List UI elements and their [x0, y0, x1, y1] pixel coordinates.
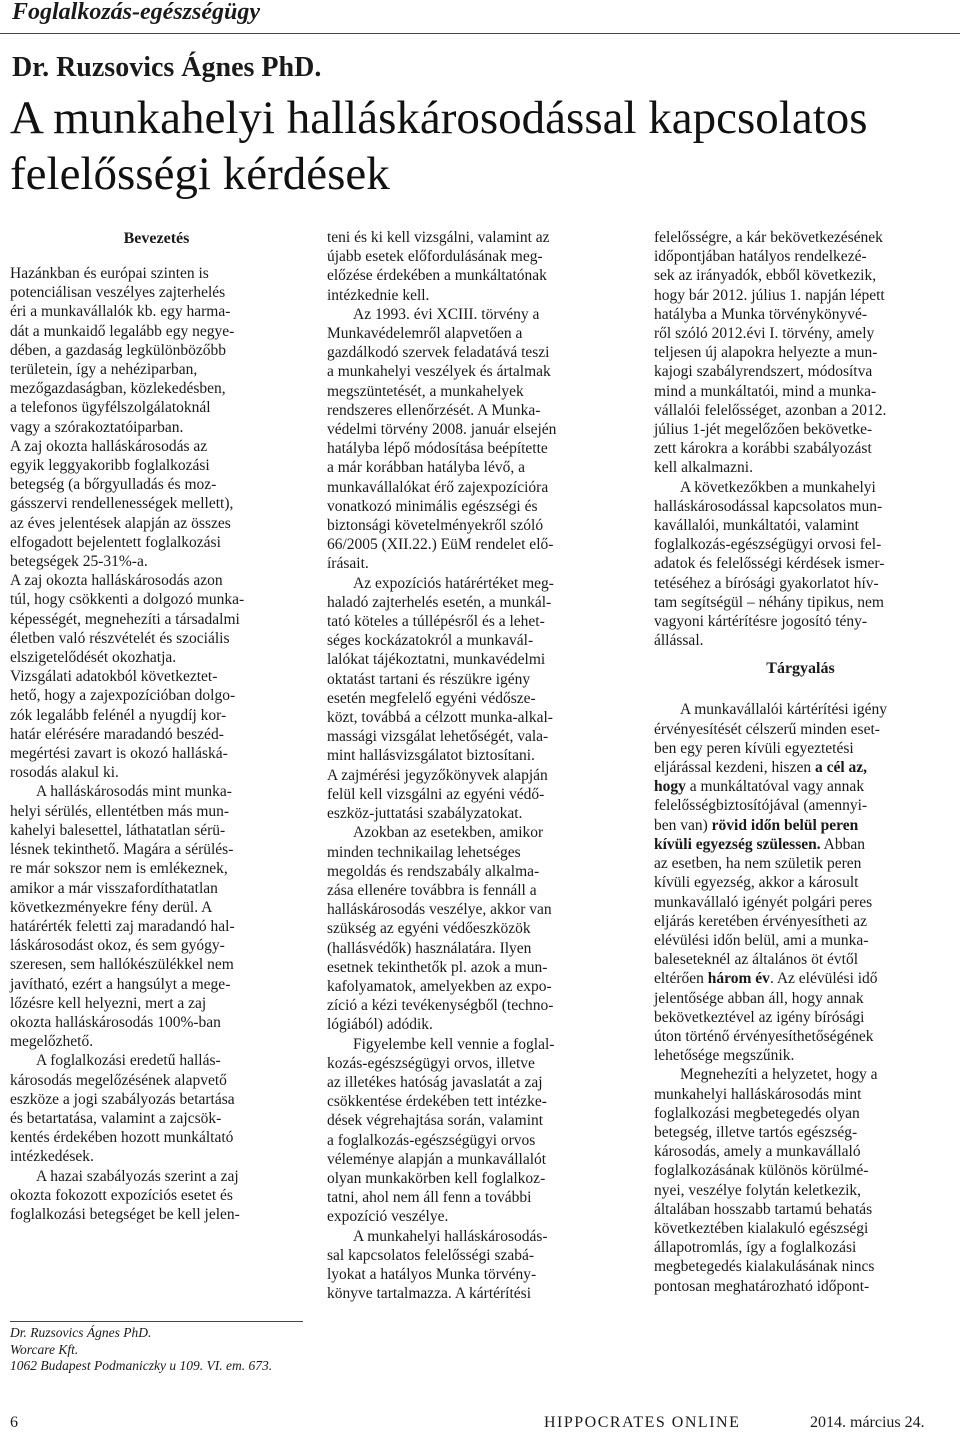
paragraph: A munkahelyi halláskárosodás- sal kapcsolatos felelősségi szabá- lyokat a hatályos Munka törvény- könyve tartalmazza. A kártérítési: [327, 1227, 548, 1303]
emphasis: a cél az, hogy: [654, 759, 868, 796]
page-number: 6: [10, 1414, 18, 1431]
paragraph: felelősségre, a kár bekövetkezésének időpontjában hatályos rendelkezé- sek az irányadók, ebből következik, hogy bár 2012. július 1. napján lépett hatályba a Munka törvénykönyvé- ről szóló 2012.évi I. törvény, amely teljesen új alapokra helyezte a mun- kajogi szabályrendszert, módosítva mind a munkáltatói, mind a munka- vállalói felelősséget, azonban a 2012. július 1-jét megelőzően bekövetke- zett károkra a korábbi szabályozást kell alkalmazni.: [654, 229, 887, 477]
section-header: Foglalkozás-egészségügy: [12, 0, 260, 25]
article-title: A munkahelyi halláskárosodással kapcsolatos felelősségi kérdések: [10, 92, 868, 200]
paragraph: Hazánkban és európai szinten is potenciálisan veszélyes zajterhelés éri a munkavállalók kb. egy harma- dát a munkaidő legalább egy negye- dében, a gazdaság legkülönbözőbb területein, így a nehéziparban, mezőgazdaságban, közlekedésben, a telefonos ügyfélszolgálatoknál vagy a szórakoztatóiparban.: [10, 265, 235, 436]
column-2: [327, 228, 620, 1303]
text-run: a munkáltatóval vagy annak felelősségbiztosítójával (amennyi- ben van): [654, 778, 868, 834]
paragraph: A zaj okozta halláskárosodás az egyik leggyakoribb foglalkozási betegség (a bőrgyulladás és moz- gásszervi rendellenességek mellett), az éves jelentések alapján az összes elfogadott bejelentett foglalkozási betegségek 25-31%-a.: [10, 437, 234, 571]
text-run: Abban az esetben, ha nem születik peren kívüli egyezség, akkor a károsult munkavállaló igényét polgári peres eljárás keretében érvényesítheti az elévülési időn belül, ami a munka- baleseteknél az általános öt évtől eltérően: [654, 835, 873, 988]
section-heading-discussion: Tárgyalás: [766, 660, 835, 678]
paragraph: Figyelembe kell vennie a foglal- kozás-egészségügyi orvos, illetve az illetékes hatóság javaslatát a zaj csökkentése érdekében tett intézke- dések végrehajtása során, valamint a foglalkozás-egészségügyi orvos véleménye alapján a munkavállalót olyan munkakörben kell foglalkoz- tatni, ahol nem áll fenn a további expozíció veszélye.: [327, 1035, 555, 1226]
paragraph: A foglalkozási eredetű hallás- károsodás megelőzésének alapvető eszköze a jogi szabályozás betartása és betartatása, valamint a zajcsök- kentés érdekében hozott munkáltató intézkedések.: [10, 1052, 235, 1166]
paragraph: Megnehezíti a helyzetet, hogy a munkahelyi halláskárosodás mint foglalkozási megbetegedés olyan betegség, illetve tartós egészség- károsodás, amely a munkavállaló foglalkozásának különös körülmé- nyei, veszélye folytán keletkezik, általában hosszabb tartamú behatás következtében kialakuló egészségi állapotromlás, így a foglalkozási megbetegedés kialakulásának nincs pontosan meghatározható időpont-: [654, 1066, 878, 1295]
publication-name: HIPPOCRATES ONLINE: [544, 1414, 741, 1431]
footnote-rule: [10, 1321, 303, 1322]
paragraph: A következőkben a munkahelyi halláskárosodással kapcsolatos mun- kavállalói, munkáltatói, valamint foglalkozás-egészségügyi orvosi fel- adatok és felelősségi kérdések ismer- tetéséhez a bírósági gyakorlatot hív- tam segítségül – néhány tipikus, nem vagyoni kártérítésre jogosító tény- állással.: [654, 478, 885, 650]
paragraph: Az 1993. évi XCIII. törvény a Munkavédelemről alapvetően a gazdálkodó szervek feladatává teszi a munkahelyi veszélyek és ártalmak megszüntetését, a munkahelyek rendszeres ellenőrzését. A Munka- védelmi törvény 2008. január elsején hatályba lépő módosítása beépítette a már korábban hatályba lévő, a munkavállalókat érő zajexpozícióra vonatkozó minimális egészségi és biztonsági követelményekről szóló 66/2005 (XII.22.) EüM rendelet elő- írásait.: [327, 305, 557, 573]
paragraph: [654, 700, 947, 1065]
column-1: [10, 228, 303, 1224]
paragraph: A halláskárosodás mint munka- helyi sérülés, ellentétben más mun- kahelyi balesettel, láthatatlan sérü- lésnek tekinthető. Magára a sérülés- re már sokszor nem is emlékeznek, amikor a már visszafordíthatatlan következményekre fény derül. A határérték feletti zaj maradandó hal- láskárosodást okoz, és sem gyógy- szeresen, sem hallókészülékkel nem javítható, ezért a hangsúlyt a mege- lőzésre kell helyezni, mert a zaj okozta halláskárosodás 100%-ban megelőzhető.: [10, 783, 235, 1051]
contact-address: 1062 Budapest Podmaniczky u 109. VI. em. 673.: [10, 1358, 273, 1373]
paragraph: Az expozíciós határértéket meg- haladó zajterhelés esetén, a munkál- tató köteles a túllépésről és a lehet- séges kockázatokról a munkavál- lalókat tájékoztatni, munkavédelmi oktatást tartani és részükre igény esetén megfelelő egyéni védősze- közt, továbbá a célzott munka-alkal- massági vizsgálat lehetőségét, vala- mint hallásvizsgálatot biztosítani. A zajmérési jegyzőkönyvek alapján felül kell vizsgálni az egyéni védő- eszköz-juttatási szabályzatokat.: [327, 574, 554, 823]
paragraph: A zaj okozta halláskárosodás azon túl, hogy csökkenti a dolgozó munka- képességét, megnehezíti a társadalmi életben való részvételét és szociális elszigetelődését okozhatja.: [10, 572, 245, 667]
contact-company: Worcare Kft.: [10, 1341, 79, 1357]
paragraph: Azokban az esetekben, amikor minden technikailag lehetséges megoldás és rendszabály alkalma- zása ellenére továbbra is fennáll a halláskárosodás veszélye, akkor van szükség az egyéni védőeszközök (hallásvédők) használatára. Ilyen esetnek tekinthetők pl. azok a mun- kafolyamatok, amelyekben az expo- zíció a kézi tevékenységből (techno- lógiából) adódik.: [327, 824, 554, 1034]
author-contact: [10, 1325, 303, 1375]
column-3: [654, 228, 947, 1296]
text-run: . Az elévülési idő jelentősége abban áll, hogy annak bekövetkeztével az igény bírósági úton történő érvényesíthetőségének lehetősége megszűnik.: [654, 970, 878, 1065]
publication-date: 2014. március 24.: [810, 1414, 925, 1431]
contact-name: Dr. Ruzsovics Ágnes PhD.: [10, 1325, 152, 1340]
section-heading-introduction: Bevezetés: [123, 230, 190, 247]
text-run: A munkavállalói kártérítési igény érvényesítését célszerű minden eset- ben egy peren kívüli egyeztetési eljárással kezdeni, hiszen: [654, 701, 888, 777]
paragraph: A hazai szabályozás szerint a zaj okozta fokozott expozíciós esetet és foglalkozási betegséget be kell jelen-: [10, 1167, 240, 1223]
emphasis: három év: [707, 970, 770, 988]
paragraph: Vizsgálati adatokból következtet- hető, hogy a zajexpozícióban dolgo- zók legalább felénél a nyugdíj kor- határ elérésére maradandó beszéd- megértési zavart is okozó halláská- rosodás alakul ki.: [10, 668, 236, 782]
header-rule: [0, 33, 960, 34]
paragraph: teni és ki kell vizsgálni, valamint az újabb esetek előfordulásának meg- előzése érdekében a munkáltatónak intézkednie kell.: [327, 229, 550, 304]
emphasis: rövid időn belül peren kívüli egyezség szülessen.: [654, 816, 859, 853]
author-name: Dr. Ruzsovics Ágnes PhD.: [12, 52, 322, 83]
